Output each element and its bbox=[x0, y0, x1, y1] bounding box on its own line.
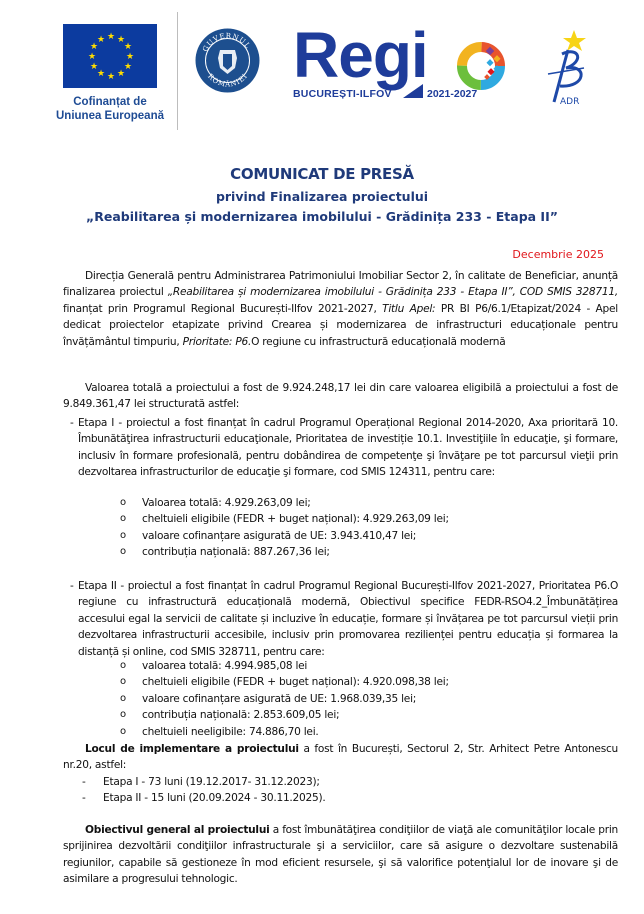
location-duration-list bbox=[82, 774, 326, 807]
list-item-text: Valoarea totală: 4.929.263,09 lei; bbox=[142, 497, 311, 509]
adr-logo-icon bbox=[540, 28, 600, 108]
intro-paragraph bbox=[63, 268, 618, 350]
release-date: Decembrie 2025 bbox=[512, 248, 604, 261]
list-item bbox=[120, 674, 449, 690]
objective-paragraph bbox=[63, 822, 618, 888]
svg-text:★: ★ bbox=[90, 42, 99, 52]
circle-bullet-icon: o bbox=[120, 513, 126, 525]
logo-divider bbox=[177, 12, 178, 130]
regio-years-label: 2021-2027 bbox=[427, 88, 478, 100]
dash-bullet: - bbox=[70, 417, 74, 429]
government-seal-icon bbox=[195, 28, 260, 93]
svg-text:★: ★ bbox=[90, 62, 99, 72]
etapa2-text: Etapa II - proiectul a fost finanțat în cadrul Programul Regional București-Ilfov 2021-2027, Prioritatea P6.O regiune cu infrastructură educațională modernă, Obiectivul specifice FEDR-RSO4.2_Îmbunătățirea accesului egal la servicii de calitate și incluzive în educație, formare și învățarea pe tot parcursul vieții prin dezvoltarea infrastructurii accesibile, inclusiv prin promovarea rezilienței pentru educația și formarea la distanță și online, cod SMIS 328711, pentru care: bbox=[78, 580, 618, 658]
svg-text:★: ★ bbox=[124, 42, 133, 52]
intro-priority-label: Prioritate: P6. bbox=[182, 335, 252, 348]
list-item bbox=[82, 774, 326, 790]
page-subtitle: privind Finalizarea proiectului bbox=[215, 189, 429, 204]
list-item-text: valoare cofinanțare asigurată de UE: 1.968.039,35 lei; bbox=[142, 692, 417, 705]
location-label: Locul de implementare a proiectului bbox=[85, 743, 299, 755]
project-title: „Reabilitarea și modernizarea imobilului - Grădinița 233 - Etapa II” bbox=[86, 209, 558, 224]
location-paragraph bbox=[63, 741, 618, 774]
circle-bullet-icon: o bbox=[120, 692, 126, 704]
etapa1-block bbox=[70, 415, 618, 481]
svg-text:★: ★ bbox=[117, 35, 126, 45]
intro-text: O regiune cu infrastructură educațională modernă bbox=[251, 335, 506, 348]
circle-bullet-icon: o bbox=[120, 529, 126, 541]
etapa1-values-list bbox=[120, 495, 449, 561]
circle-bullet-icon: o bbox=[120, 497, 126, 508]
logo-header bbox=[0, 0, 644, 130]
circle-bullet-icon: o bbox=[120, 709, 126, 721]
circle-bullet-icon: o bbox=[120, 660, 126, 671]
svg-text:★: ★ bbox=[124, 62, 133, 72]
objective-text: a fost îmbunătăţirea condiţiilor de viaţă ale comunităţilor locale prin sprijinirea dezvoltării condiţiilor infrastructurale şi a serviciilor, care să asigure o dezvoltare sustenabilă regiunilor, capabile să gestioneze în mod eficient resursele, şi să valorifice potenţialul lor de inovare şi de asimilare a progresului tehnologic. bbox=[63, 824, 618, 886]
list-item bbox=[120, 511, 449, 527]
eu-flag-icon bbox=[63, 24, 157, 88]
dash-bullet: - bbox=[82, 792, 86, 805]
etapa2-values-list bbox=[120, 658, 449, 740]
list-item bbox=[120, 707, 449, 723]
list-item-text: Etapa II - 15 luni (20.09.2024 - 30.11.2025). bbox=[103, 792, 326, 805]
svg-text:★: ★ bbox=[126, 52, 135, 62]
svg-text:★: ★ bbox=[97, 35, 106, 45]
regio-logo-icon bbox=[293, 19, 517, 104]
svg-text:GUVERNUL: GUVERNUL bbox=[201, 31, 252, 54]
intro-text: Direcția Generală pentru Administrarea Patrimoniului Imobiliar Sector 2, în calitate de Beneficiar, anunță finalizarea proiectul bbox=[63, 270, 618, 299]
eu-caption-line1: Cofinanțat de bbox=[73, 96, 147, 108]
svg-text:★: ★ bbox=[88, 52, 97, 62]
page-title: COMUNICAT DE PRESĂ bbox=[230, 165, 414, 183]
regio-region-label: BUCUREȘTI-ILFOV bbox=[293, 88, 392, 100]
intro-text: finanțat prin Programul Regional București-Ilfov 2021-2027, bbox=[63, 302, 383, 315]
list-item-text: Etapa I - 73 luni (19.12.2017- 31.12.2023); bbox=[103, 776, 320, 788]
list-item bbox=[120, 691, 449, 707]
list-item bbox=[120, 544, 449, 560]
svg-text:★: ★ bbox=[97, 69, 106, 79]
list-item-text: cheltuieli neeligibile: 74.886,70 lei. bbox=[142, 725, 319, 738]
circle-bullet-icon: o bbox=[120, 546, 126, 558]
svg-text:ROMÂNIEI: ROMÂNIEI bbox=[206, 72, 250, 89]
list-item-text: valoare cofinanțare asigurată de UE: 3.943.410,47 lei; bbox=[142, 529, 417, 542]
dash-bullet: - bbox=[82, 776, 86, 788]
list-item-text: contribuția națională: 887.267,36 lei; bbox=[142, 546, 330, 559]
eu-cofinancing-caption bbox=[52, 95, 168, 123]
dash-bullet: - bbox=[70, 580, 74, 592]
svg-text:ADR: ADR bbox=[560, 97, 580, 107]
list-item-text: cheltuieli eligibile (FEDR + buget național): 4.920.098,38 lei; bbox=[142, 676, 449, 689]
svg-text:★: ★ bbox=[117, 69, 126, 79]
list-item-text: cheltuieli eligibile (FEDR + buget național): 4.929.263,09 lei; bbox=[142, 513, 449, 526]
circle-bullet-icon: o bbox=[120, 725, 126, 737]
list-item bbox=[120, 658, 449, 674]
etapa2-block bbox=[70, 578, 618, 660]
intro-call-label: Titlu Apel: bbox=[382, 302, 436, 315]
svg-text:★: ★ bbox=[107, 32, 116, 42]
regio-color-ring-icon bbox=[457, 42, 505, 90]
intro-project-name: „Reabilitarea și modernizarea imobilului - Grădinița 233 - Etapa II”, COD SMIS 328711, bbox=[167, 286, 618, 299]
etapa1-text: Etapa I - proiectul a fost finanțat în cadrul Programul Operațional Regional 2014-2020, Axa prioritară 10. Îmbunătăţirea infrastructurii educaţionale, Prioritatea de investiție 10.1. Investiţiile în educaţie, şi formare, inclusiv în formare profesională, pentru dobândirea de competenţe şi învăţare pe tot parcursul vieţii prin dezvoltarea infrastructurilor de educaţie şi formare, cod SMIS 124311, pentru care: bbox=[78, 417, 618, 479]
intro-text: PR BI P6/6.1/Etapizat/2024 - Apel dedicat proiectelor etapizate privind Crearea și modernizarea de infrastructuri educaționale pentru învățământul timpuriu, bbox=[63, 302, 618, 348]
list-item-text: contribuția națională: 2.853.609,05 lei; bbox=[142, 709, 340, 722]
list-item bbox=[82, 790, 326, 806]
regio-wordmark: Regi bbox=[293, 19, 428, 91]
location-text: a fost în București, Sectorul 2, Str. Arhitect Petre Antonescu nr.20, astfel: bbox=[63, 743, 619, 772]
list-item bbox=[120, 528, 449, 544]
list-item bbox=[120, 495, 449, 511]
svg-text:★: ★ bbox=[107, 72, 116, 82]
objective-label: Obiectivul general al proiectului bbox=[85, 824, 270, 836]
regio-triangle-icon bbox=[403, 84, 423, 98]
eu-caption-line2: Uniunea Europeană bbox=[56, 110, 164, 122]
list-item-text: valoarea totală: 4.994.985,08 lei bbox=[142, 660, 308, 672]
value-paragraph: Valoarea totală a proiectului a fost de 9.924.248,17 lei din care valoarea eligibilă a proiectului a fost de 9.849.361,47 lei structurată astfel: bbox=[63, 382, 618, 411]
list-item bbox=[120, 724, 449, 740]
circle-bullet-icon: o bbox=[120, 676, 126, 688]
